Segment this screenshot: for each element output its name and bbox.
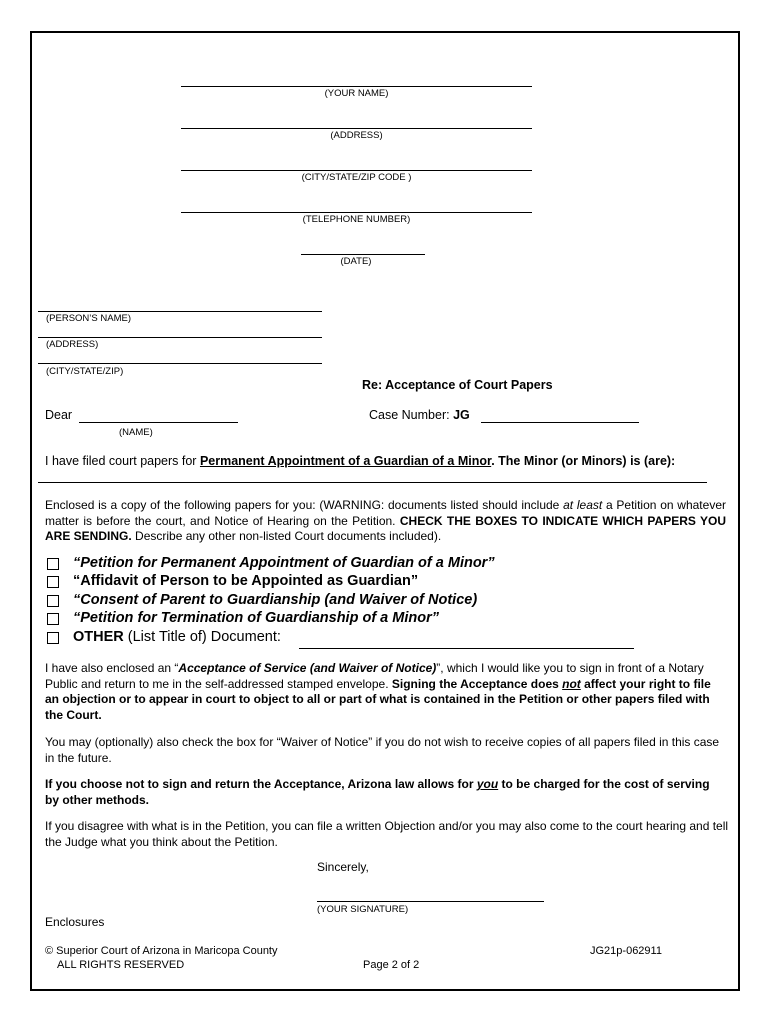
checklist-item-termination: “Petition for Termination of Guardianship of a Minor”: [73, 610, 439, 626]
dear-name-field[interactable]: [79, 422, 238, 423]
telephone-field[interactable]: [181, 212, 532, 213]
telephone-label: (TELEPHONE NUMBER): [302, 214, 411, 225]
address-label: (ADDRESS): [330, 130, 383, 141]
recipient-address-label: (ADDRESS): [46, 339, 99, 350]
checkbox-other[interactable]: [47, 632, 59, 644]
city-field[interactable]: [181, 170, 532, 171]
checklist-item-petition: “Petition for Permanent Appointment of Guardian of a Minor”: [73, 555, 495, 571]
recipient-city-label: (CITY/STATE/ZIP): [46, 366, 124, 377]
checkbox-affidavit[interactable]: [47, 576, 59, 588]
checklist-item-other: OTHER (List Title of) Document:: [73, 629, 281, 645]
filed-link: Permanent Appointment of a Guardian of a Minor: [199, 454, 492, 468]
sincerely: Sincerely,: [317, 860, 369, 874]
dear-label: Dear: [45, 408, 73, 422]
form-code: JG21p-062911: [590, 945, 662, 957]
recipient-address-field[interactable]: [38, 337, 322, 338]
checkbox-petition[interactable]: [47, 558, 59, 570]
name-label: (NAME): [119, 427, 153, 438]
checklist-item-affidavit: “Affidavit of Person to be Appointed as Guardian”: [73, 573, 419, 589]
signature-label: (YOUR SIGNATURE): [317, 904, 409, 915]
your-name-field[interactable]: [181, 86, 532, 87]
filed-sentence: I have filed court papers for Permanent Appointment of a Guardian of a Minor. The Minor (or Minors) is (are):: [45, 454, 676, 468]
enclosures: Enclosures: [45, 915, 105, 929]
signature-field[interactable]: [317, 901, 544, 902]
person-name-label: (PERSON’S NAME): [46, 313, 131, 324]
enclosed-paragraph: Enclosed is a copy of the following papers for you: (WARNING: documents listed should include at least a Petition on whatever matter is before the court, and Notice of Hearing on the Petition. CHECK THE BOXES TO INDICATE WHICH PAPERS YOU ARE SENDING. Describe any other non-listed Court documents included).: [45, 498, 726, 543]
other-document-field[interactable]: [299, 648, 634, 649]
checklist-item-consent: “Consent of Parent to Guardianship (and Waiver of Notice): [73, 592, 478, 608]
recipient-city-field[interactable]: [38, 363, 322, 364]
your-name-label: (YOUR NAME): [324, 88, 389, 99]
date-label: (DATE): [340, 256, 372, 267]
case-number-prefix: JG: [453, 408, 470, 422]
case-number-field[interactable]: [481, 422, 639, 423]
choose-paragraph: If you choose not to sign and return the Acceptance, Arizona law allows for you to be charged for the cost of serving by other methods.: [45, 777, 710, 807]
person-name-field[interactable]: [38, 311, 322, 312]
case-number: [369, 408, 470, 422]
case-number-label: Case Number:: [369, 408, 454, 422]
re-line: Re: Acceptance of Court Papers: [362, 378, 553, 392]
page-number: Page 2 of 2: [363, 959, 420, 971]
minor-names-field[interactable]: [38, 482, 707, 483]
rights-reserved: ALL RIGHTS RESERVED: [57, 959, 185, 971]
city-label: (CITY/STATE/ZIP CODE ): [301, 172, 412, 183]
optional-paragraph: You may (optionally) also check the box for “Waiver of Notice” if you do not wish to receive copies of all papers filed in this case in the future.: [45, 735, 720, 765]
acceptance-paragraph: I have also enclosed an “Acceptance of Service (and Waiver of Notice)”, which I would like you to sign in front of a Notary Public and return to me in the self-addressed stamped envelope. Signing the Acceptance does not affect your right to file an objection or to appear in court to object to all or part of what is contained in the Petition or other papers filed with the Court.: [45, 661, 711, 722]
checkbox-consent[interactable]: [47, 595, 59, 607]
address-field[interactable]: [181, 128, 532, 129]
date-field[interactable]: [301, 254, 425, 255]
checkbox-termination[interactable]: [47, 613, 59, 625]
disagree-paragraph: If you disagree with what is in the Petition, you can file a written Objection and/or you may also come to the court hearing and tell the Judge what you think about the Petition.: [45, 819, 729, 849]
copyright: © Superior Court of Arizona in Maricopa County: [45, 945, 278, 957]
